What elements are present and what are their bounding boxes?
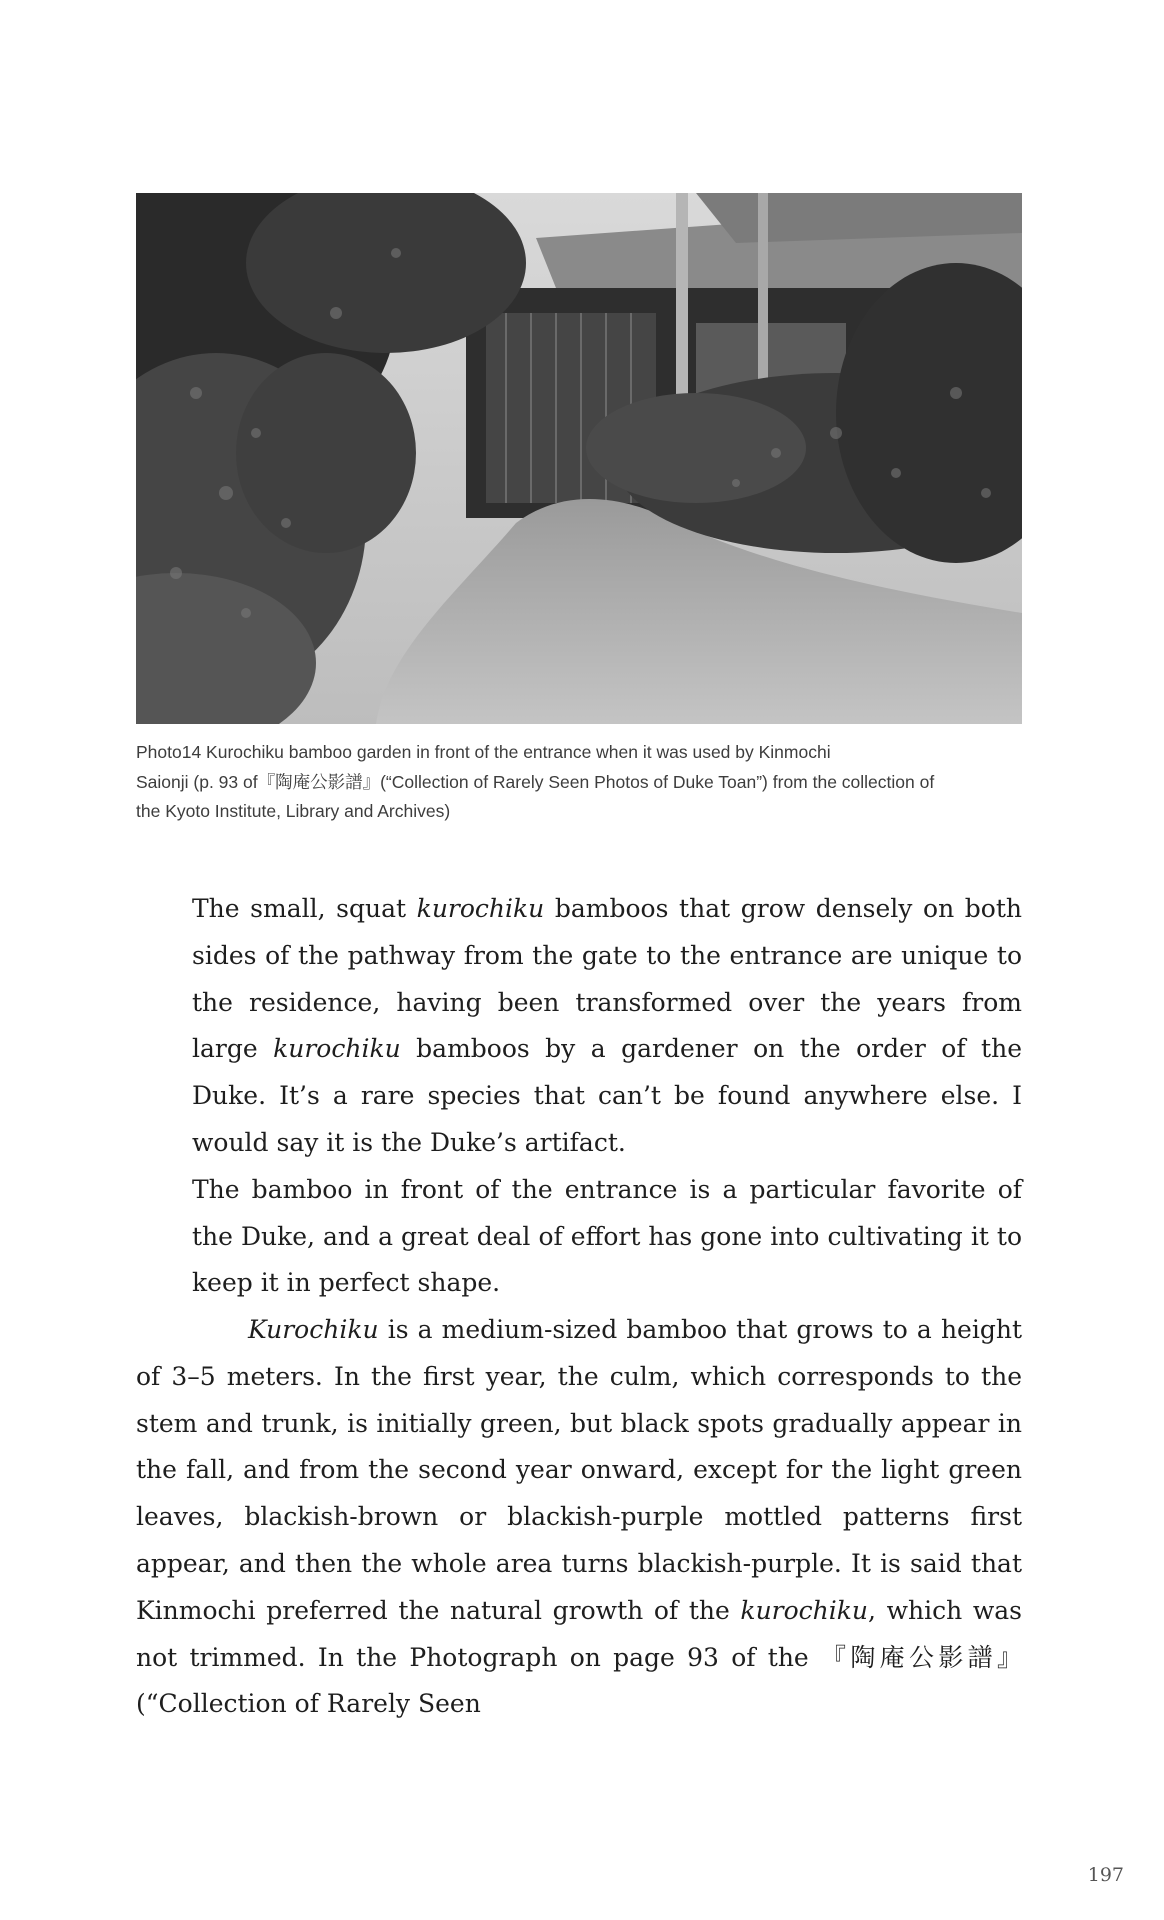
body-paragraph xyxy=(136,1307,1022,1728)
bamboo-garden-photo-icon xyxy=(136,193,1022,724)
quote-text: bamboos that grow densely on both sides of the pathway from the gate to the entrance are unique to the residence, having been transformed over the years from large xyxy=(192,894,1022,1064)
italic-term: Kurochiku xyxy=(248,1315,379,1344)
caption-line-2: Saionji (p. 93 of『陶庵公影譜』(“Collection of Rarely Seen Photos of Duke Toan”) from the collection of xyxy=(136,771,935,792)
caption-line-3: the Kyoto Institute, Library and Archives) xyxy=(136,801,451,821)
body-text: is a medium-sized bamboo that grows to a height of 3–5 meters. In the first year, the culm, which corresponds to the stem and trunk, is initially green, but black spots gradually appear in the fall, and from the second year onward, except for the light green leaves, blackish-brown or blackish-purple mottled patterns first appear, and then the whole area turns blackish-purple. It is said that Kinmochi preferred the natural growth of the xyxy=(136,1315,1022,1625)
body-text: , which was not trimmed. In the Photograph on page 93 of the 『陶庵公影譜』(“Collection of Rarely Seen xyxy=(136,1595,1023,1719)
italic-term: kurochiku xyxy=(273,1034,401,1064)
photo-caption xyxy=(136,738,1026,827)
quote-paragraph-1 xyxy=(192,886,1022,1167)
quote-text: bamboos by a gardener on the order of the Duke. It’s a rare species that can’t be found anywhere else. I would say it is the Duke’s artifact. xyxy=(192,1034,1022,1157)
quoted-passage xyxy=(192,886,1022,1307)
quote-paragraph-2: The bamboo in front of the entrance is a particular favorite of the Duke, and a great deal of effort has gone into cultivating it to keep it in perfect shape. xyxy=(192,1174,1022,1298)
garden-photo xyxy=(136,193,1022,724)
caption-line-1: Photo14 Kurochiku bamboo garden in front of the entrance when it was used by Kinmochi xyxy=(136,742,831,762)
quote-text: The small, squat xyxy=(192,894,417,923)
italic-term: kurochiku xyxy=(740,1595,869,1625)
page-number: 197 xyxy=(1087,1864,1124,1886)
italic-term: kurochiku xyxy=(416,894,545,923)
